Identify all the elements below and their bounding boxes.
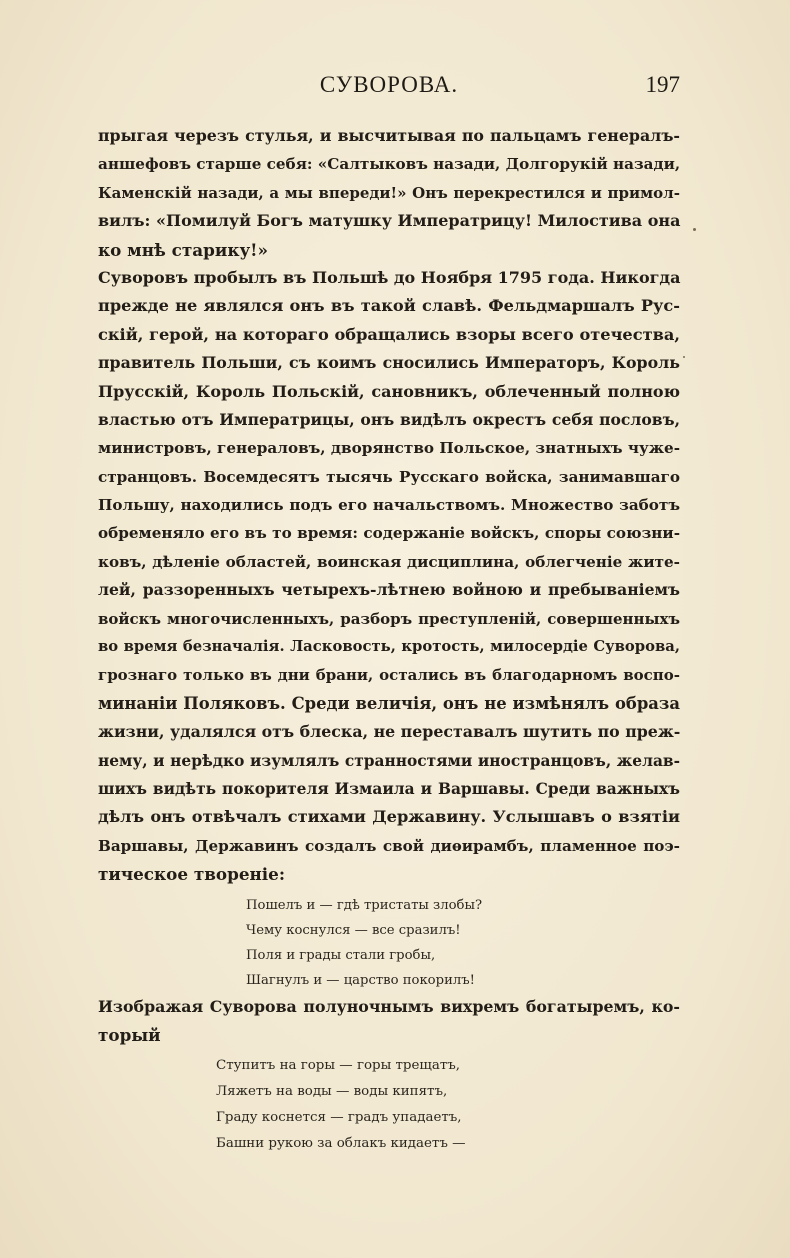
text-line: Каменскій назади, а мы впереди!» Онъ перекрестился и примол- (98, 183, 680, 202)
text-line: Изображая Суворова полуночнымъ вихремъ богатыремъ, ко- (98, 996, 680, 1016)
text-line: войскъ многочисленныхъ, разборъ преступленій, совершенныхъ (98, 609, 680, 628)
text-line: дѣлъ онъ отвѣчалъ стихами Державину. Услышавъ о взятіи (98, 807, 680, 827)
text-line: Варшавы, Державинъ создалъ свой диѳирамбъ, пламенное поэ- (98, 836, 680, 855)
verse-line: Граду коснется — градъ упадаетъ, (216, 1110, 462, 1126)
text-line: властью отъ Императрицы, онъ видѣлъ окрестъ себя пословъ, (98, 409, 680, 429)
text-line: ко мнѣ старику!» (98, 239, 269, 260)
text-line: тическое твореніе: (98, 864, 286, 885)
text-line: прежде не являлся онъ въ такой славѣ. Фельдмаршалъ Рус- (98, 296, 680, 316)
text-line: минаніи Поляковъ. Среди величія, онъ не измѣнялъ образа (98, 693, 680, 713)
paper-speck (683, 356, 685, 358)
text-line: странцовъ. Восемдесятъ тысячь Русскаго войска, занимавшаго (98, 467, 680, 486)
text-line: скій, герой, на котораго обращались взоры всего отечества, (98, 324, 680, 344)
text-line: жизни, удалялся отъ блеска, не переставалъ шутить по преж- (98, 722, 681, 742)
paper-speck (693, 228, 696, 231)
running-title: СУВОРОВА. (319, 72, 459, 97)
text-line: Прусскій, Король Польскій, сановникъ, облеченный полною (98, 381, 680, 401)
text-line: торый (98, 1024, 161, 1045)
text-line: аншефовъ старше себя: «Салтыковъ назади, Долгорукій назади, (98, 155, 681, 174)
text-line: Суворовъ пробылъ въ Польшѣ до Ноября 1795 года. Никогда (98, 267, 681, 287)
text-line: во время безначалія. Ласковость, кротость, милосердіе Суворова, (98, 638, 680, 656)
text-line: лей, раззоренныхъ четырехъ-лѣтнею войною и пребываніемъ (98, 580, 680, 600)
page-header (98, 72, 680, 104)
text-line: прыгая черезъ стулья, и высчитывая по пальцамъ генералъ- (98, 126, 680, 145)
text-line: Польшу, находились подъ его начальствомъ. Множество заботъ (98, 496, 680, 515)
text-line: министровъ, генераловъ, дворянство Польское, знатныхъ чуже- (98, 439, 680, 458)
verse-line: Ляжетъ на воды — воды кипятъ, (216, 1084, 448, 1100)
page-number: 197 (645, 72, 680, 97)
verse-line: Башни рукою за облакъ кидаетъ — (216, 1136, 466, 1152)
text-line: грознаго только въ дни брани, остались въ благодарномъ воспо- (98, 666, 680, 685)
verse-line: Ступитъ на горы — горы трещатъ, (216, 1058, 461, 1074)
text-line: вилъ: «Помилуй Богъ матушку Императрицу! Милостива она (98, 211, 681, 231)
text-line: шихъ видѣть покорителя Измаила и Варшавы. Среди важныхъ (98, 779, 680, 798)
text-line: обременяло его въ то время: содержаніе войскъ, споры союзни- (98, 524, 680, 543)
verse-line: Чему коснулся — все сразилъ! (246, 922, 461, 938)
text-line: правитель Польши, съ коимъ сносились Императоръ, Король (98, 353, 680, 373)
verse-line: Шагнулъ и — царство покорилъ! (246, 972, 475, 988)
body-text (98, 122, 680, 1157)
verse-line: Поля и грады стали гробы, (246, 947, 436, 963)
text-line: ковъ, дѣленіе областей, воинская дисциплина, облегченіе жите- (98, 552, 680, 571)
verse-line: Пошелъ и — гдѣ тристаты злобы? (246, 897, 483, 913)
text-line: нему, и нерѣдко изумлялъ странностями иностранцовъ, желав- (98, 751, 680, 770)
